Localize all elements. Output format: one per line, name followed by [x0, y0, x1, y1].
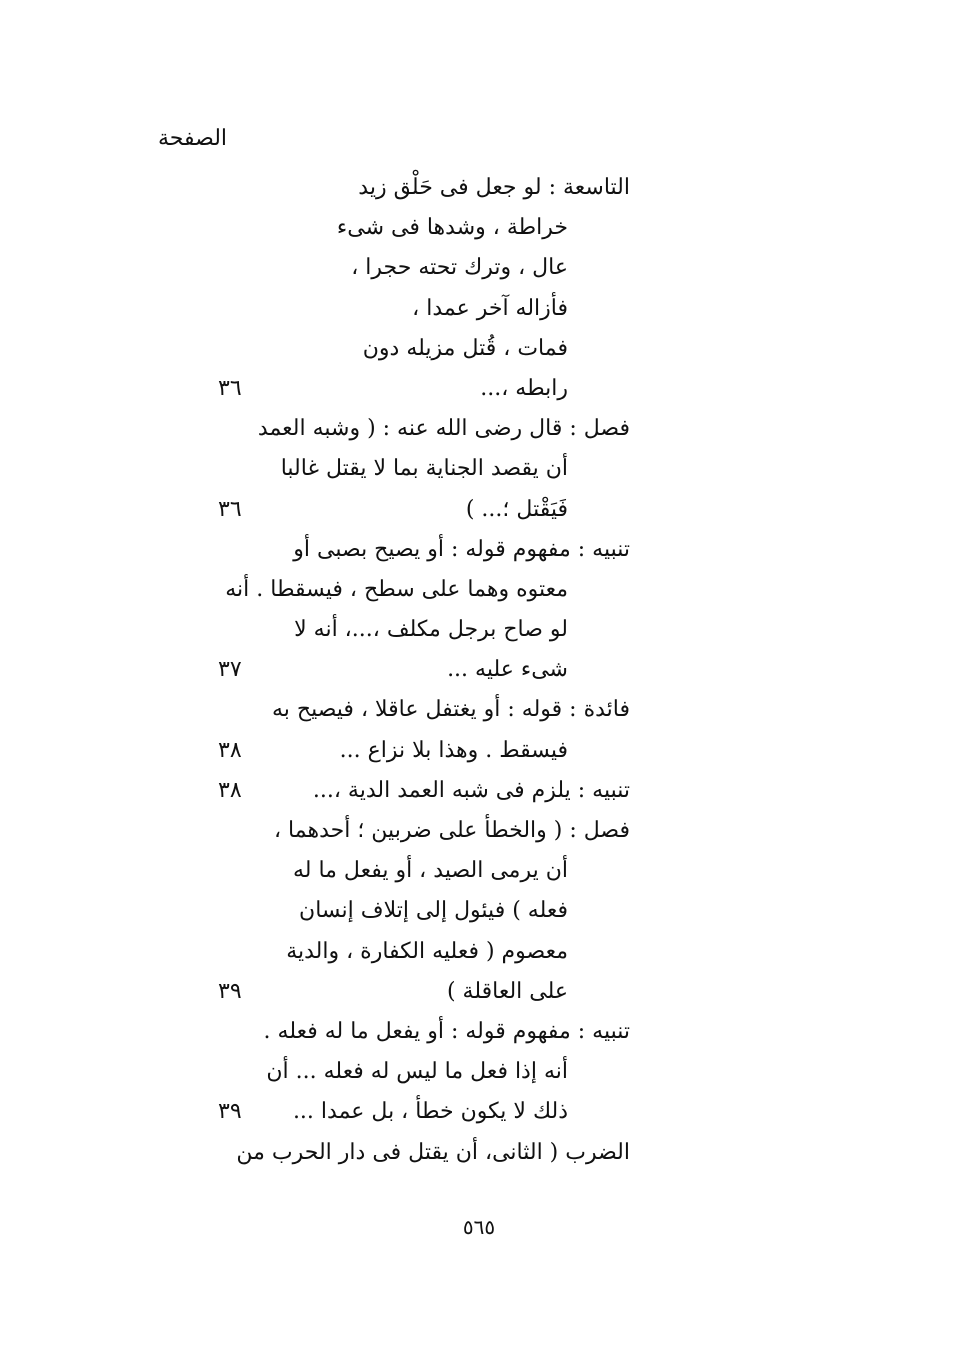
toc-entry-text: عال ، وترك تحته حجرا ،	[351, 255, 568, 281]
toc-entry-continuation	[200, 570, 630, 610]
table-of-contents	[200, 168, 630, 1173]
toc-entry-text: أنه إذا فعل ما ليس له فعله ... أن	[266, 1059, 568, 1085]
toc-entry	[200, 168, 630, 208]
toc-entry-continuation	[200, 610, 630, 650]
toc-entry-continuation	[200, 208, 630, 248]
toc-entry-text: رابطه ،...	[480, 375, 568, 401]
toc-entry-text: خراطة ، وشدها فى شىء	[336, 215, 568, 241]
toc-page-reference: ٣٧	[218, 657, 242, 683]
toc-page-reference: ٣٨	[218, 777, 242, 803]
toc-entry-text: الضرب ( الثانى، أن يقتل فى دار الحرب من	[236, 1139, 630, 1165]
toc-entry	[200, 1133, 630, 1173]
toc-entry-continuation	[200, 248, 630, 288]
toc-entry-text: معصوم ( فعليه الكفارة ، والدية	[286, 938, 568, 964]
toc-entry-text: فيسقط . وهذا بلا نزاع ...	[339, 737, 568, 763]
toc-entry-text: أن يقصد الجناية بما لا يقتل غالبا	[280, 456, 568, 482]
toc-entry-continuation	[200, 1052, 630, 1092]
toc-entry	[200, 1012, 630, 1052]
toc-entry	[200, 409, 630, 449]
toc-entry-text: فَيَقْتل ؛... )	[465, 496, 568, 522]
toc-page-reference: ٣٦	[218, 496, 242, 522]
toc-entry-continuation	[200, 449, 630, 489]
toc-entry	[200, 690, 630, 730]
toc-entry-text: تنبيه : مفهوم قوله : أو يفعل ما له فعله .	[263, 1018, 630, 1044]
toc-entry-continuation	[200, 891, 630, 931]
toc-entry-text: التاسعة : لو جعل فى حَلْق زيد	[358, 175, 630, 200]
toc-page-reference: ٣٨	[218, 737, 242, 763]
toc-entry-text: على العاقلة )	[446, 978, 568, 1004]
toc-entry	[200, 811, 630, 851]
toc-entry-continuation	[200, 369, 630, 409]
toc-entry	[200, 530, 630, 570]
toc-entry-text: فصل : قال رضى الله عنه : ( وشبه العمد	[257, 416, 630, 442]
toc-entry-text: فعله ) فيئول إلى إتلاف إنسان	[299, 898, 568, 924]
toc-entry-continuation	[200, 731, 630, 771]
toc-page-reference: ٣٩	[218, 978, 242, 1004]
toc-entry-continuation	[200, 289, 630, 329]
toc-entry-text: فصل : ( والخطأ على ضربين ؛ أحدهما ،	[273, 818, 630, 843]
page-column-heading: الصفحة	[158, 126, 228, 151]
toc-entry-continuation	[200, 329, 630, 369]
toc-page-reference: ٣٩	[218, 1099, 242, 1125]
toc-entry-text: فمات ، قُتل مزيله دون	[362, 335, 568, 361]
toc-entry-continuation	[200, 650, 630, 690]
toc-page-reference: ٣٦	[218, 375, 242, 401]
toc-entry-continuation	[200, 932, 630, 972]
toc-entry-continuation	[200, 1092, 630, 1132]
toc-entry-text: شىء عليه ...	[447, 657, 568, 683]
toc-entry-text: لو صاح برجل مكلف ،...، أنه لا	[294, 617, 568, 643]
toc-entry-continuation	[200, 490, 630, 530]
page-number: ٥٦٥	[462, 1215, 496, 1239]
toc-entry-text: تنبيه : مفهوم قوله : أو يصيح بصبى أو	[293, 536, 630, 562]
toc-entry-continuation	[200, 972, 630, 1012]
toc-entry-text: تنبيه : يلزم فى شبه العمد الدية ،...	[312, 777, 630, 803]
toc-entry-text: معتوه وهما على سطح ، فيسقطا . أنه	[225, 576, 568, 602]
toc-entry-text: ذلك لا يكون خطأ ، بل عمدا ...	[292, 1099, 568, 1125]
toc-entry-text: أن يرمى الصيد ، أو يفعل ما له	[292, 858, 568, 884]
toc-entry-text: فأزاله آخر عمدا ،	[412, 295, 568, 321]
toc-entry-text: فائدة : قوله : أو يغتفل عاقلا ، فيصيح به	[271, 697, 630, 723]
toc-entry	[200, 771, 630, 811]
toc-entry-continuation	[200, 851, 630, 891]
